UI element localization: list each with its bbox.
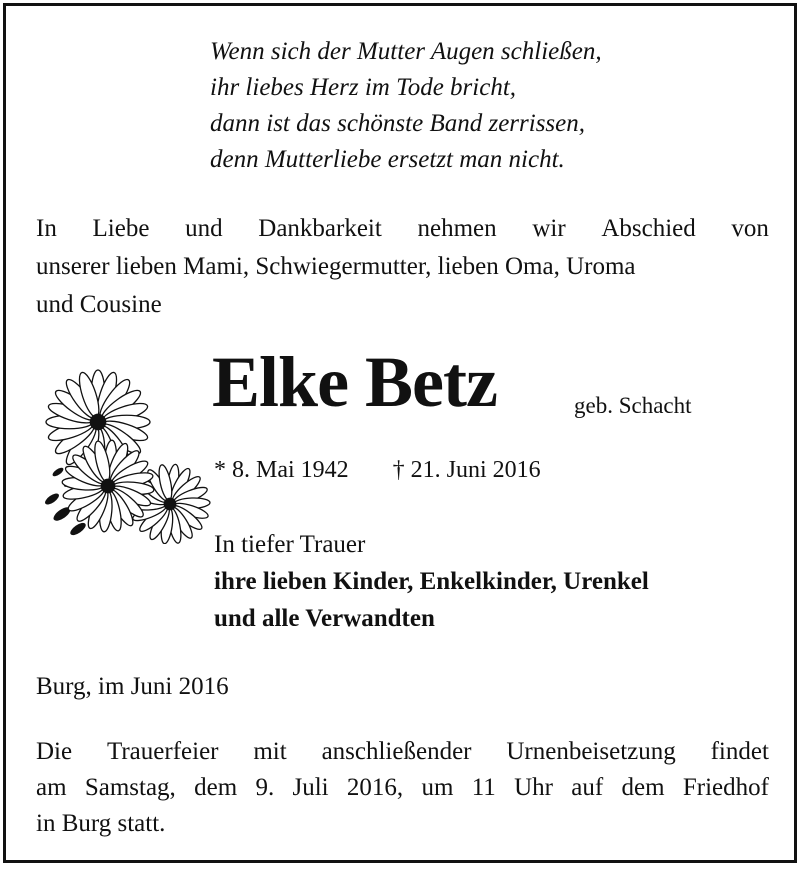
word: um bbox=[421, 774, 454, 801]
mourners-block bbox=[214, 526, 649, 637]
word: von bbox=[731, 215, 769, 242]
poem-line: ihr liebes Herz im Tode bricht, bbox=[210, 74, 517, 101]
word: auf bbox=[571, 774, 604, 801]
death-date: † 21. Juni 2016 bbox=[392, 457, 541, 483]
poem-line: dann ist das schönste Band zerrissen, bbox=[210, 110, 585, 137]
life-dates bbox=[214, 454, 541, 486]
farewell-line bbox=[36, 210, 769, 248]
obituary-notice bbox=[3, 3, 797, 863]
leaf bbox=[43, 491, 60, 506]
place-date: Burg, im Juni 2016 bbox=[36, 673, 229, 700]
maiden-name: geb. Schacht bbox=[574, 393, 692, 418]
word: Friedhof bbox=[682, 774, 769, 801]
word: findet bbox=[710, 738, 769, 765]
word: 11 bbox=[471, 774, 496, 801]
deceased-name-row bbox=[212, 342, 497, 422]
service-line bbox=[36, 734, 769, 770]
word: wir bbox=[532, 215, 566, 242]
word: anschließender bbox=[321, 738, 472, 765]
word: Juli bbox=[292, 774, 329, 801]
farewell-text bbox=[36, 210, 769, 324]
deceased-name: Elke Betz bbox=[212, 342, 497, 422]
leaf bbox=[68, 521, 87, 538]
word: Urnenbeisetzung bbox=[506, 738, 676, 765]
word: 2016, bbox=[346, 774, 404, 801]
birth-date: * 8. Mai 1942 bbox=[214, 457, 349, 483]
farewell-line: unserer lieben Mami, Schwiegermutter, lieben Oma, Uroma bbox=[36, 253, 636, 280]
word: Liebe bbox=[92, 215, 150, 242]
mourners-line: ihre lieben Kinder, Enkelkinder, Urenkel bbox=[214, 568, 649, 595]
word: 9. bbox=[255, 774, 275, 801]
word: Uhr bbox=[514, 774, 553, 801]
word: Dankbarkeit bbox=[258, 215, 382, 242]
word: Die bbox=[36, 738, 73, 765]
poem-line: denn Mutterliebe ersetzt man nicht. bbox=[210, 146, 565, 173]
word: Trauerfeier bbox=[106, 738, 219, 765]
poem-line: Wenn sich der Mutter Augen schließen, bbox=[210, 38, 602, 65]
service-line: in Burg statt. bbox=[36, 810, 166, 837]
word: Samstag, bbox=[84, 774, 176, 801]
word: am bbox=[36, 774, 67, 801]
memorial-poem bbox=[210, 34, 602, 178]
mourning-heading: In tiefer Trauer bbox=[214, 531, 366, 558]
word: nehmen bbox=[417, 215, 497, 242]
service-line bbox=[36, 770, 769, 806]
word: dem bbox=[194, 774, 238, 801]
daisy-flowers-icon bbox=[40, 364, 215, 544]
farewell-line: und Cousine bbox=[36, 291, 162, 318]
word: In bbox=[36, 215, 57, 242]
word: Abschied bbox=[601, 215, 696, 242]
mourners-line: und alle Verwandten bbox=[214, 605, 435, 632]
leaf bbox=[51, 466, 65, 478]
word: dem bbox=[621, 774, 665, 801]
word: und bbox=[185, 215, 223, 242]
funeral-service-info bbox=[36, 734, 769, 842]
word: mit bbox=[253, 738, 287, 765]
